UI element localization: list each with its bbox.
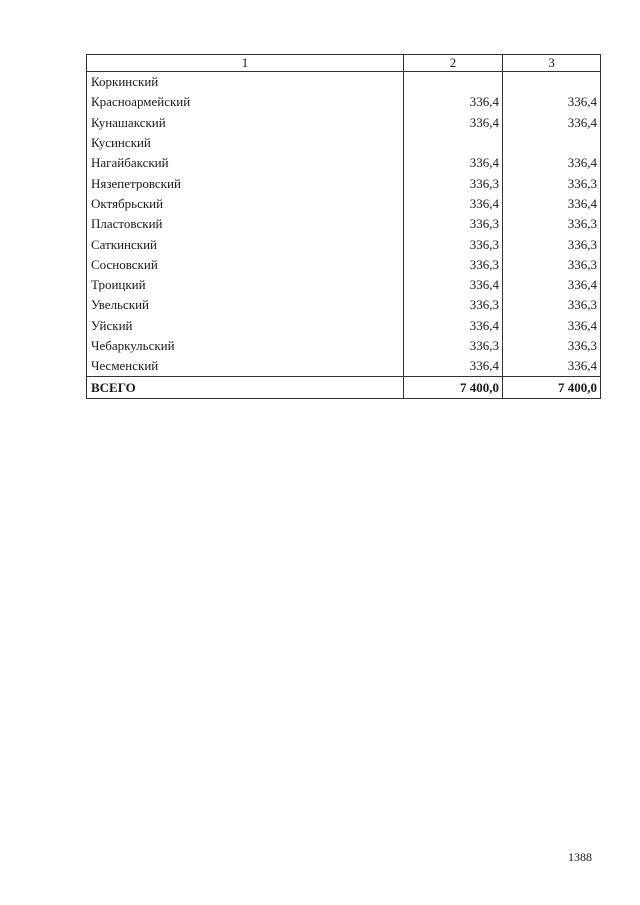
value-col3-cell: 336,3 [503,295,601,315]
value-col2-cell: 336,3 [404,234,503,254]
value-col2-cell: 336,4 [404,153,503,173]
table-total-row [87,377,601,398]
table-row [87,295,601,315]
district-name-cell: ВСЕГО [87,377,404,398]
table-row [87,356,601,377]
table-row [87,133,601,153]
value-col3-cell: 336,3 [503,234,601,254]
value-col3-cell: 336,3 [503,173,601,193]
district-name-cell: Чебаркульский [87,336,404,356]
value-col3-cell: 336,4 [503,92,601,112]
table-row [87,173,601,193]
table-row [87,275,601,295]
district-name-cell: Сосновский [87,255,404,275]
table-row [87,316,601,336]
table-row [87,72,601,93]
district-name-cell: Нязепетровский [87,173,404,193]
value-col3-cell: 336,4 [503,113,601,133]
district-name-cell: Увельский [87,295,404,315]
district-name-cell: Октябрьский [87,194,404,214]
district-name-cell: Саткинский [87,234,404,254]
value-col2-cell: 7 400,0 [404,377,503,398]
value-col2-cell: 336,3 [404,255,503,275]
value-col3-cell: 336,3 [503,214,601,234]
district-name-cell: Троицкий [87,275,404,295]
value-col2-cell: 336,4 [404,275,503,295]
value-col2-cell: 336,3 [404,214,503,234]
district-name-cell: Кусинский [87,133,404,153]
table-row [87,234,601,254]
table-header-row [87,55,601,72]
table-row [87,336,601,356]
table-row [87,194,601,214]
column-header-3: 3 [503,55,601,72]
value-col3-cell: 336,4 [503,356,601,377]
value-col3-cell: 7 400,0 [503,377,601,398]
value-col2-cell: 336,4 [404,92,503,112]
district-name-cell: Красноармейский [87,92,404,112]
table-row [87,153,601,173]
value-col3-cell [503,133,601,153]
value-col2-cell: 336,3 [404,173,503,193]
page-number: 1388 [568,850,592,864]
value-col3-cell: 336,4 [503,316,601,336]
value-col2-cell: 336,3 [404,295,503,315]
district-name-cell: Нагайбакский [87,153,404,173]
column-header-1: 1 [87,55,404,72]
district-name-cell: Кунашакский [87,113,404,133]
value-col2-cell [404,133,503,153]
district-name-cell: Коркинский [87,72,404,93]
value-col3-cell: 336,4 [503,275,601,295]
allocation-table [86,54,601,399]
table-row [87,92,601,112]
table-row [87,255,601,275]
district-name-cell: Уйский [87,316,404,336]
value-col3-cell: 336,4 [503,194,601,214]
value-col2-cell: 336,3 [404,336,503,356]
value-col2-cell: 336,4 [404,316,503,336]
column-header-2: 2 [404,55,503,72]
value-col2-cell [404,72,503,93]
table-row [87,214,601,234]
district-name-cell: Пластовский [87,214,404,234]
value-col3-cell: 336,3 [503,255,601,275]
value-col2-cell: 336,4 [404,113,503,133]
table-row [87,113,601,133]
value-col3-cell [503,72,601,93]
value-col3-cell: 336,3 [503,336,601,356]
value-col2-cell: 336,4 [404,356,503,377]
value-col3-cell: 336,4 [503,153,601,173]
table-body [87,72,601,399]
value-col2-cell: 336,4 [404,194,503,214]
district-name-cell: Чесменский [87,356,404,377]
